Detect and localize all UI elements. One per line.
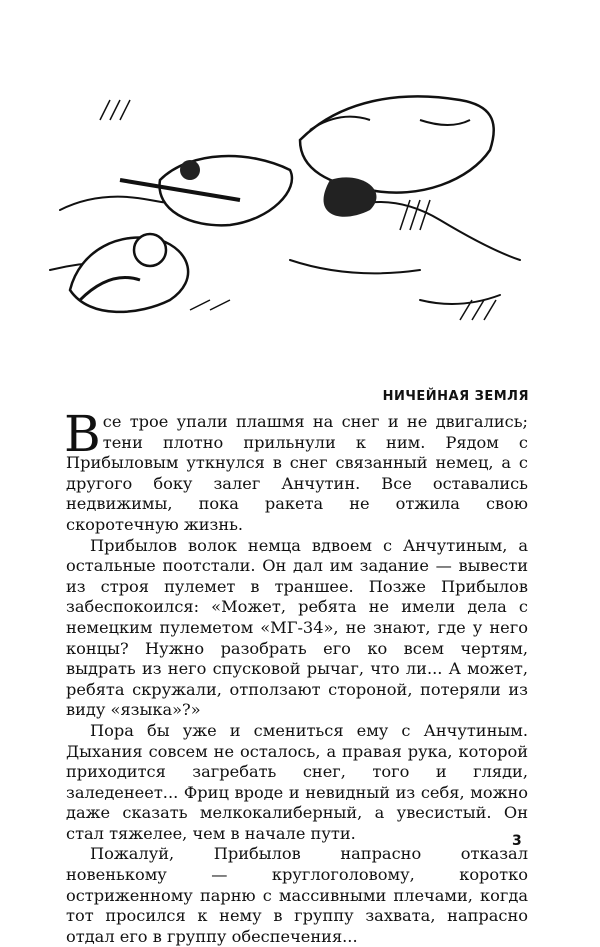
paragraph-1	[64, 405, 528, 536]
paragraph-1-text: се трое упали плашмя на снег и не двигались; тени плотно прильнули к ним. Рядом с Прибыловым уткнулся в снег связанный немец, а с другого боку залег Анчутин. Все оставались недвижимы, пока ракета не отжила свою скоротечную жизнь.	[66, 412, 528, 534]
paragraph-2: Прибылов волок немца вдвоем с Анчутиным, а остальные поотстали. Он дал им задание — вывести из строя пулемет в траншее. Позже Прибылов забеспокоился: «Может, ребята не имели дела с немецким пулеметом «МГ-34», не знают, где у него концы? Нужно разобрать его ко всем чертям, выдрать из него спусковой рычаг, что ли... А может, ребята скружали, отползают стороной, потеряли из виду «языка»?»	[66, 535, 528, 720]
chapter-title: НИЧЕЙНАЯ ЗЕМЛЯ	[382, 389, 529, 404]
paragraph-3: Пора бы уже и смениться ему с Анчутиным. Дыхания совсем не осталось, а правая рука, которой приходится загребать снег, того и гляди, заледенеет... Фриц вроде и невидный из себя, можно даже сказать мелкокалиберный, а увесистый. Он стал тяжелее, чем в начале пути.	[66, 720, 528, 843]
soldiers-in-snow-illustration	[40, 60, 540, 360]
page-number: 3	[512, 833, 522, 849]
body-text	[64, 405, 528, 947]
paragraph-4: Пожалуй, Прибылов напрасно отказал новенькому — круглоголовому, коротко остриженному парню с массивными плечами, когда тот просился к нему в группу захвата, напрасно отдал его в группу обеспечения...	[66, 844, 528, 946]
drop-cap: В	[64, 405, 101, 463]
